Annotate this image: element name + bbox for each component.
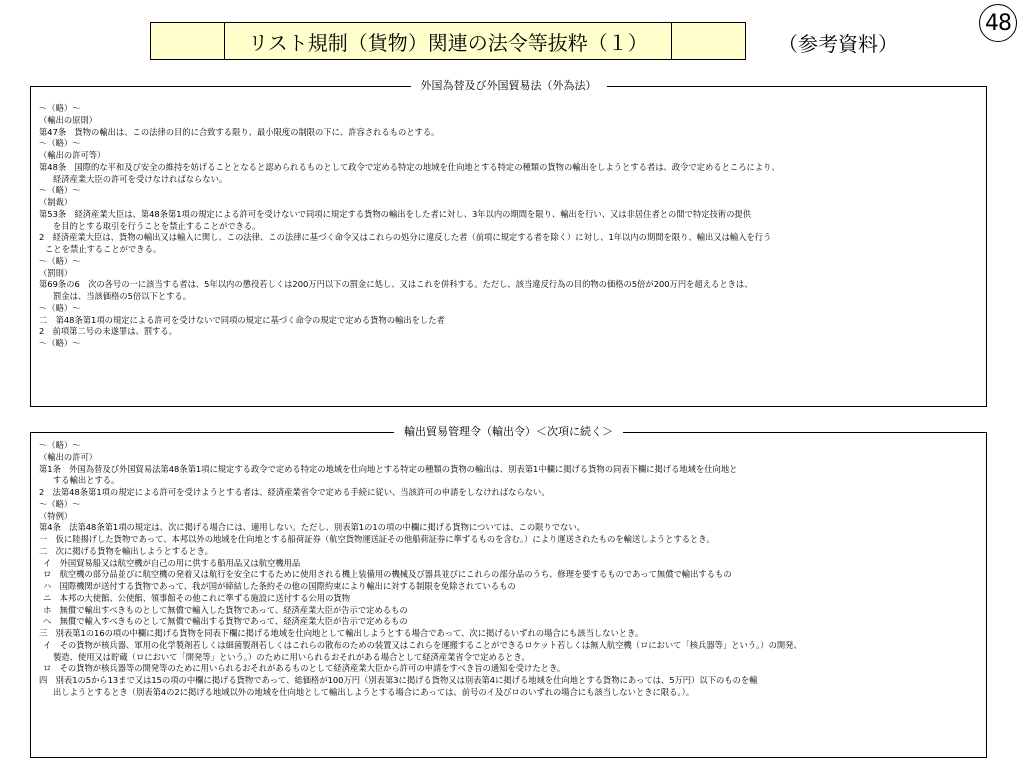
text-line: 二 第48条第1項の規定による許可を受けないで同項の規定に基づく命令の規定で定める貨物の輸出をした者 — [39, 314, 445, 325]
text-line: 第53条 経済産業大臣は、第48条第1項の規定による許可を受けないで同項に規定する貨物の輸出をした者に対し、3年以内の期間を限り、輸出を行い、又は非居住者との間で特定技術の提供 — [39, 208, 752, 219]
text-line: （輸出の許可） — [39, 451, 98, 462]
text-line: ～（略）～ — [39, 103, 81, 113]
section-title-text: 外国為替及び外国貿易法（外為法） — [411, 79, 607, 92]
text-line: （輸出の原則） — [39, 114, 98, 125]
text-line: 2 経済産業大臣は、貨物の輸出又は輸入に関し、この法律、この法律に基づく命令又はこれらの処分に違反した者（前項に規定する者を除く）に対し、1年以内の期間を限り、輸出又は輸入を行う — [39, 232, 772, 243]
text-line: 四 別表1の5から13まで又は15の項の中欄に掲げる貨物であって、総価格が100万円（別表第3に掲げる貨物又は別表第4に掲げる地域を仕向地とする貨物にあっては、5万円）以下のものを輸 — [39, 675, 758, 685]
section-export-trade-control-order — [30, 425, 987, 758]
text-line: （特例） — [39, 510, 73, 521]
section-title — [31, 424, 986, 440]
text-line: ～（略）～ — [39, 338, 81, 348]
text-line: する輸出とする。 — [53, 475, 120, 486]
text-line: 罰金は、当該価格の5倍以下とする。 — [53, 291, 192, 301]
title-box — [150, 22, 746, 60]
text-line: ～（略）～ — [39, 185, 81, 196]
text-line: イ 外国貿易船又は航空機が自己の用に供する船用品又は航空機用品 — [43, 557, 301, 568]
title-box-right-cell — [671, 23, 745, 59]
text-line: 第1条 外国為替及び外国貿易法第48条第1項に規定する政令で定める特定の地域を仕向地とする特定の種類の貨物の輸出は、別表第1中欄に掲げる貨物の同表下欄に掲げる地域を仕向地と — [39, 463, 738, 474]
text-line: ホ 無償で輸出すべきものとして無償で輸入した貨物であって、経済産業大臣が告示で定めるもの — [43, 604, 408, 615]
text-line: 第4条 法第48条第1項の規定は、次に掲げる場合には、適用しない。ただし、別表第1の1の項の中欄に掲げる貨物については、この限りでない。 — [39, 522, 585, 533]
text-line: ～（略）～ — [39, 498, 81, 509]
text-line: ことを禁止することができる。 — [45, 244, 162, 254]
text-line: ヘ 無償で輸入すべきものとして無償で輸出する貨物であって、経済産業大臣が告示で定めるもの — [43, 616, 408, 627]
text-line: 一 仮に陸揚げした貨物であって、本邦以外の地域を仕向地とする船荷証券（航空貨物運送証その他船荷証券に準ずるものを含む。）により運送されたものを輸送しようとするとき。 — [39, 534, 715, 544]
text-line: 経済産業大臣の許可を受けなければならない。 — [53, 173, 228, 184]
title-box-left-cell — [151, 23, 225, 59]
section-body — [39, 103, 978, 350]
text-line: （罰則） — [39, 267, 73, 278]
text-line: 出しようとするとき（別表第4の2に掲げる地域以外の地域を仕向地として輸出しようとする場合にあっては、前号のイ及びロのいずれの場合にも該当しないときに限る。）。 — [53, 686, 695, 697]
text-line: （制裁） — [39, 197, 73, 207]
text-line: 製造、使用又は貯蔵（ロにおいて「開発等」という。）のために用いられるおそれがある場合として経済産業省令で定めるとき。 — [53, 651, 530, 662]
text-line: 第47条 貨物の輸出は、この法律の目的に合致する限り、最小限度の制限の下に、許容されるものとする。 — [39, 126, 440, 137]
text-line: 三 別表第1の16の項の中欄に掲げる貨物を同表下欄に掲げる地域を仕向地として輸出しようとする場合であって、次に掲げるいずれの場合にも該当しないとき。 — [39, 628, 644, 638]
text-line: 二 次に掲げる貨物を輸出しようとするとき。 — [39, 545, 213, 556]
page-number-badge: 48 — [979, 4, 1017, 42]
text-line: （輸出の許可等） — [39, 150, 106, 160]
page-title: リスト規制（貨物）関連の法令等抜粋（１） — [248, 30, 648, 55]
section-foreign-exchange-act — [30, 79, 987, 407]
text-line: ～（略）～ — [39, 302, 81, 313]
text-line: 第69条の6 次の各号の一に該当する者は、5年以内の懲役若しくは200万円以下の罰金に処し、又はこれを併科する。ただし、該当違反行為の目的物の価格の5倍が200万円を超えるときは、 — [39, 279, 753, 290]
text-line: ～（略）～ — [39, 255, 81, 266]
section-body — [39, 440, 978, 699]
text-line: 2 前項第二号の未遂罪は、罰する。 — [39, 326, 178, 337]
text-line: ハ 国際機関が送付する貨物であって、我が国が締結した条約その他の国際約束により輸出に対する制限を免除されているもの — [43, 581, 516, 591]
section-title — [31, 78, 986, 94]
text-line: 2 法第48条第1項の規定による許可を受けようとする者は、経済産業省令で定める手続に従い、当該許可の申請をしなければならない。 — [39, 487, 550, 497]
reference-label: （参考資料） — [778, 32, 898, 56]
text-line: ニ 本邦の大使館、公使館、領事館その他これに準ずる施設に送付する公用の貨物 — [43, 592, 350, 603]
section-title-text: 輸出貿易管理令（輸出令）＜次項に続く＞ — [394, 425, 623, 438]
text-line: ロ 航空機の部分品並びに航空機の発着又は航行を安全にするために使用される機上装備用の機械及び器具並びにこれらの部分品のうち、修理を要するものであって無償で輸出するもの — [43, 569, 732, 580]
text-line: を目的とする取引を行うことを禁止することができる。 — [53, 220, 261, 231]
text-line: 第48条 国際的な平和及び安全の維持を妨げることとなると認められるものとして政令で定める特定の地域を仕向地とする特定の種類の貨物の輸出をしようとする者は、政令で定めるところにより、 — [39, 161, 780, 172]
text-line: ～（略）～ — [39, 440, 81, 450]
text-line: ～（略）～ — [39, 138, 81, 149]
text-line: イ その貨物が核兵器、軍用の化学製剤若しくは細菌製剤若しくはこれらの散布のための装置又はこれらを運搬することができるロケット若しくは無人航空機（ロにおいて「核兵器等」という。）の開発、 — [43, 639, 802, 650]
text-line: ロ その貨物が核兵器等の開発等のために用いられるおそれがあるものとして経済産業大臣から許可の申請をすべき旨の通知を受けたとき。 — [43, 663, 566, 674]
